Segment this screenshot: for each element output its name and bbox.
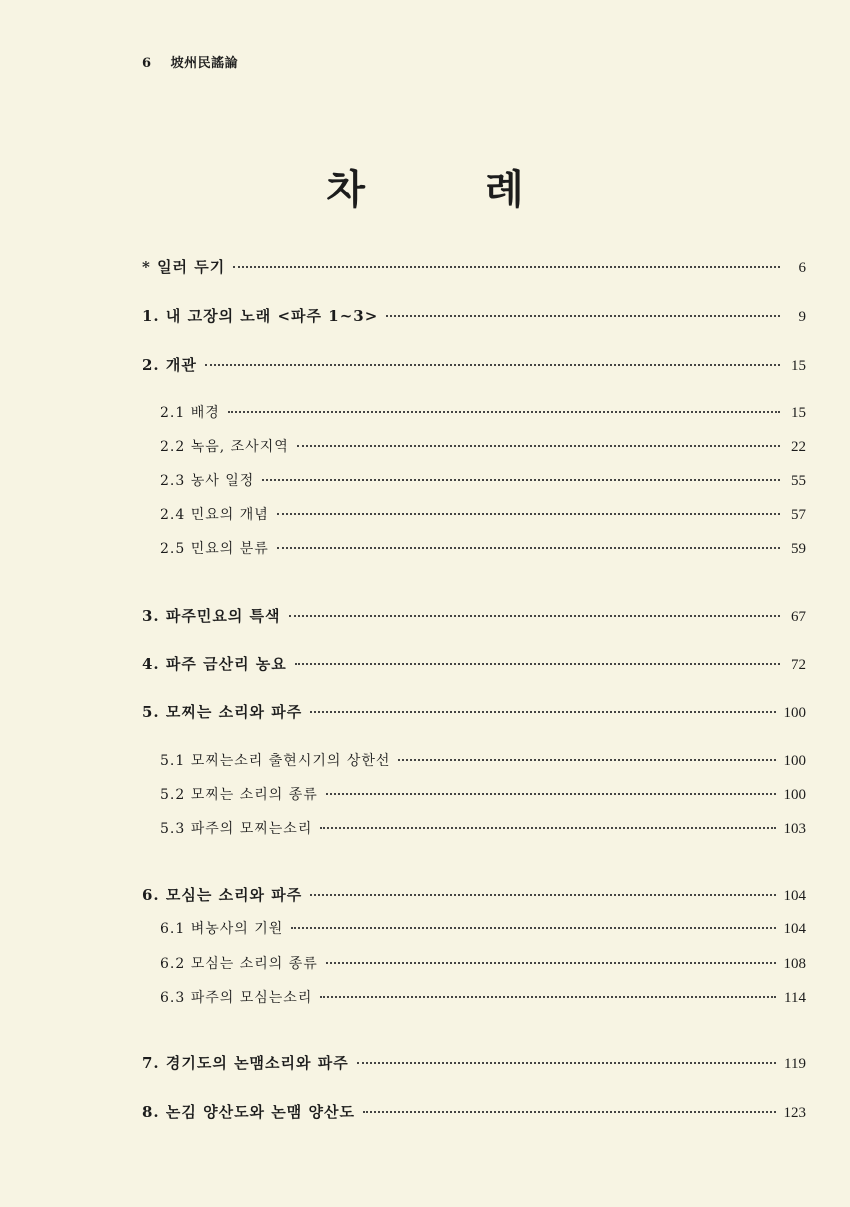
toc-label: 2.4 민요의 개념 bbox=[160, 507, 269, 523]
title-char-1: 차 bbox=[326, 166, 365, 213]
toc-label: 2.5 민요의 분류 bbox=[160, 541, 269, 557]
toc-label: 2. 개관 bbox=[142, 356, 197, 374]
toc-label: 6.1 벼농사의 기원 bbox=[160, 921, 284, 937]
header-page-number: 6 bbox=[142, 56, 152, 71]
leader-dots bbox=[205, 364, 780, 366]
toc-entry[interactable] bbox=[142, 305, 806, 326]
toc-entry[interactable] bbox=[142, 605, 806, 626]
leader-dots bbox=[228, 411, 780, 413]
leader-dots bbox=[277, 547, 780, 549]
toc-page: 100 bbox=[783, 787, 806, 803]
toc-page: 57 bbox=[791, 507, 806, 523]
toc-entry[interactable] bbox=[142, 1052, 806, 1073]
toc-page: 72 bbox=[791, 657, 806, 673]
toc-label: 7. 경기도의 논맴소리와 파주 bbox=[142, 1054, 349, 1072]
header-book-title: 坡州民謠論 bbox=[170, 56, 239, 71]
leader-dots bbox=[297, 445, 780, 447]
toc-page: 9 bbox=[798, 309, 806, 325]
leader-dots bbox=[310, 711, 775, 713]
toc-label: 8. 논김 양산도와 논맴 양산도 bbox=[142, 1103, 355, 1121]
leader-dots bbox=[363, 1111, 776, 1113]
toc-page: 100 bbox=[783, 705, 806, 721]
page-title bbox=[0, 158, 850, 215]
leader-dots bbox=[398, 759, 775, 761]
toc-page: 100 bbox=[783, 753, 806, 769]
toc-entry[interactable] bbox=[142, 354, 806, 375]
toc-page: 119 bbox=[784, 1056, 806, 1072]
toc-entry[interactable] bbox=[160, 818, 806, 838]
leader-dots bbox=[326, 793, 776, 795]
toc-entry[interactable] bbox=[160, 918, 806, 938]
toc-entry[interactable] bbox=[142, 701, 806, 722]
toc-page: 67 bbox=[791, 609, 806, 625]
leader-dots bbox=[320, 827, 775, 829]
toc-entry[interactable] bbox=[160, 402, 806, 422]
toc-page: 6 bbox=[798, 260, 806, 276]
toc-page: 123 bbox=[783, 1105, 806, 1121]
leader-dots bbox=[277, 513, 780, 515]
toc-entry[interactable] bbox=[160, 784, 806, 804]
leader-dots bbox=[357, 1062, 776, 1064]
leader-dots bbox=[320, 996, 776, 998]
running-header bbox=[142, 52, 238, 71]
toc-page: 103 bbox=[783, 821, 806, 837]
toc-page: 59 bbox=[791, 541, 806, 557]
toc-label: 2.3 농사 일정 bbox=[160, 473, 255, 489]
toc-entry[interactable] bbox=[142, 256, 806, 277]
toc-label: 5. 모찌는 소리와 파주 bbox=[142, 703, 303, 721]
toc-label: 6.2 모심는 소리의 종류 bbox=[160, 956, 318, 972]
toc-entry[interactable] bbox=[142, 653, 806, 674]
leader-dots bbox=[291, 927, 775, 929]
toc-page: 55 bbox=[791, 473, 806, 489]
toc-label: * 일러 두기 bbox=[142, 258, 226, 276]
toc-entry[interactable] bbox=[160, 436, 806, 456]
toc-label: 6.3 파주의 모심는소리 bbox=[160, 990, 313, 1006]
toc-label: 1. 내 고장의 노래 <파주 1~3> bbox=[142, 307, 379, 325]
toc-page: 104 bbox=[783, 921, 806, 937]
toc-page: 114 bbox=[784, 990, 806, 1006]
toc-page: 22 bbox=[791, 439, 806, 455]
toc-entry[interactable] bbox=[142, 884, 806, 905]
leader-dots bbox=[289, 615, 780, 617]
toc-page: 15 bbox=[791, 358, 806, 374]
toc-entry[interactable] bbox=[160, 470, 806, 490]
toc-entry[interactable] bbox=[142, 1101, 806, 1122]
toc-label: 2.1 배경 bbox=[160, 405, 220, 421]
toc-label: 5.2 모찌는 소리의 종류 bbox=[160, 787, 318, 803]
leader-dots bbox=[386, 315, 780, 317]
toc-page: 108 bbox=[783, 956, 806, 972]
toc-page: 104 bbox=[783, 888, 806, 904]
leader-dots bbox=[233, 266, 780, 268]
toc-label: 6. 모심는 소리와 파주 bbox=[142, 886, 303, 904]
toc-entry[interactable] bbox=[160, 953, 806, 973]
toc-page: 15 bbox=[791, 405, 806, 421]
toc-label: 2.2 녹음, 조사지역 bbox=[160, 439, 289, 455]
toc-entry[interactable] bbox=[160, 987, 806, 1007]
toc-label: 5.3 파주의 모찌는소리 bbox=[160, 821, 313, 837]
toc-entry[interactable] bbox=[160, 504, 806, 524]
leader-dots bbox=[262, 479, 780, 481]
toc-label: 4. 파주 금산리 농요 bbox=[142, 655, 287, 673]
leader-dots bbox=[326, 962, 776, 964]
toc-label: 5.1 모찌는소리 출현시기의 상한선 bbox=[160, 753, 391, 769]
title-char-2: 례 bbox=[485, 166, 524, 213]
leader-dots bbox=[295, 663, 780, 665]
toc-entry[interactable] bbox=[160, 538, 806, 558]
toc-entry[interactable] bbox=[160, 750, 806, 770]
toc-label: 3. 파주민요의 특색 bbox=[142, 607, 281, 625]
leader-dots bbox=[310, 894, 775, 896]
